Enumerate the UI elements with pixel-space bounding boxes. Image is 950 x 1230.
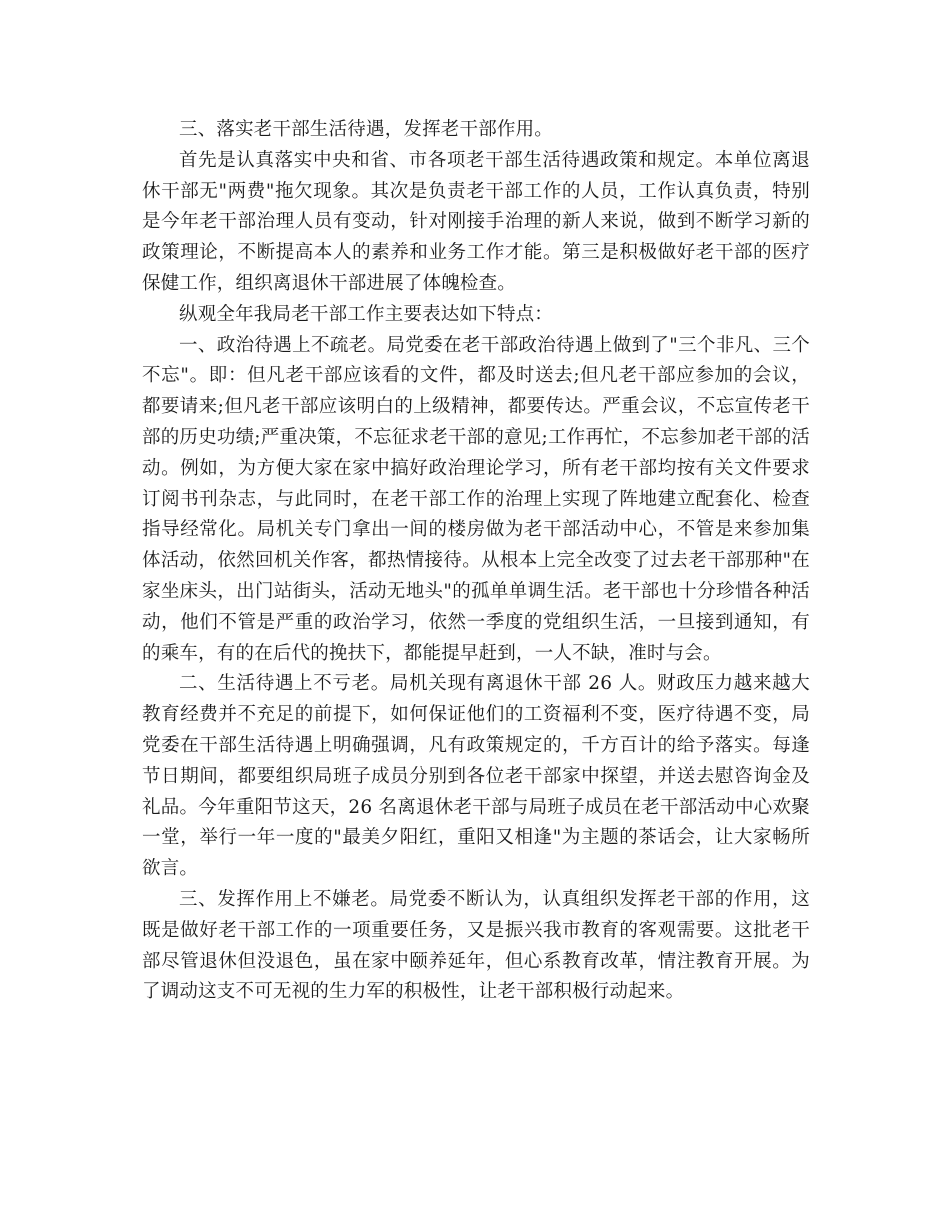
body-paragraph: 首先是认真落实中央和省、市各项老干部生活待遇政策和规定。本单位离退休干部无"两费"拖欠现象。其次是负责老干部工作的人员，工作认真负责，特别是今年老干部治理人员有变动，针对刚接手治理的新人来说，做到不断学习新的政策理论，不断提高本人的素养和业务工作才能。第三是积极做好老干部的医疗保健工作，组织离退休干部进展了体魄检查。 [142, 149, 810, 294]
section-heading-paragraph: 三、落实老干部生活待遇，发挥老干部作用。 [179, 119, 554, 140]
body-paragraph: 一、政治待遇上不疏老。局党委在老干部政治待遇上做到了"三个非凡、三个不忘"。即：但凡老干部应该看的文件，都及时送去;但凡老干部应参加的会议，都要请来;但凡老干部应该明白的上级精神，都要传达。严重会议，不忘宣传老干部的历史功绩;严重决策，不忘征求老干部的意见;工作再忙，不忘参加老干部的活动。例如，为方便大家在家中搞好政治理论学习，所有老干部均按有关文件要求订阅书刊杂志，与此同时，在老干部工作的治理上实现了阵地建立配套化、检查指导经常化。局机关专门拿出一间的楼房做为老干部活动中心，不管是来参加集体活动，依然回机关作客，都热情接待。从根本上完全改变了过去老干部那种"在家坐床头，出门站街头，活动无地头"的孤单单调生活。老干部也十分珍惜各种活动，他们不管是严重的政治学习，依然一季度的党组织生活，一旦接到通知，有的乘车，有的在后代的挽扶下，都能提早赶到，一人不缺，准时与会。 [142, 334, 810, 664]
body-paragraph: 三、发挥作用上不嫌老。局党委不断认为，认真组织发挥老干部的作用，这既是做好老干部工作的一项重要任务，又是振兴我市教育的客观需要。这批老干部尽管退休但没退色，虽在家中颐养延年，但心系教育改革，情注教育开展。为了调动这支不可无视的生力军的积极性，让老干部积极行动起来。 [142, 888, 810, 1003]
body-paragraph: 二、生活待遇上不亏老。局机关现有离退休干部 26 人。财政压力越来越大教育经费并不充足的前提下，如何保证他们的工资福利不变，医疗待遇不变，局党委在干部生活待遇上明确强调，凡有政策规定的，千方百计的给予落实。每逢节日期间，都要组织局班子成员分别到各位老干部家中探望，并送去慰咨询金及礼品。今年重阳节这天，26 名离退休老干部与局班子成员在老干部活动中心欢聚一堂，举行一年一度的"最美夕阳红，重阳又相逢"为主题的茶话会，让大家畅所欲言。 [142, 673, 810, 880]
summary-intro-paragraph: 纵观全年我局老干部工作主要表达如下特点： [179, 303, 554, 325]
document-body [142, 115, 810, 1008]
